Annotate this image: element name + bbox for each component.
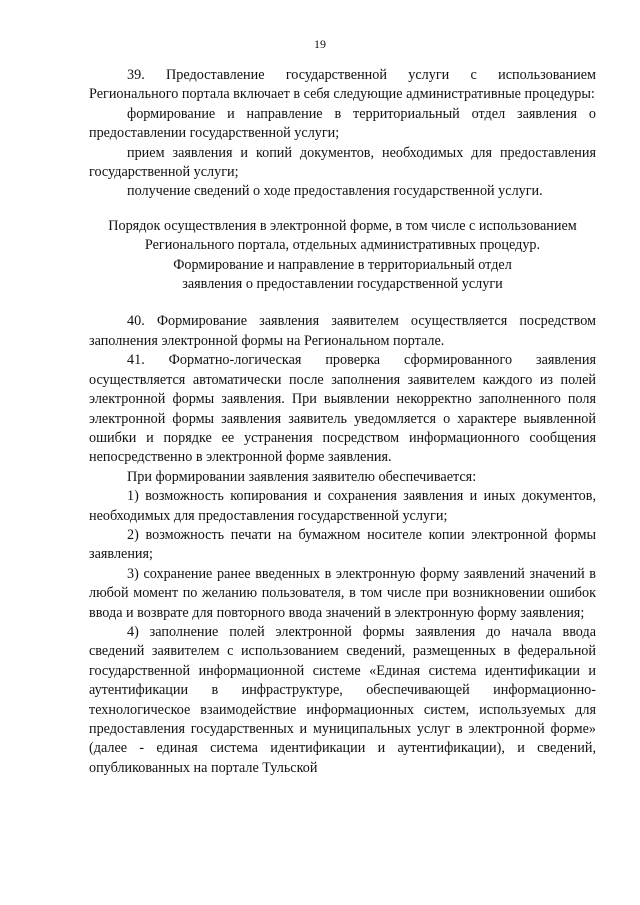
- paragraph-41: 41. Форматно-логическая проверка сформированного заявления осуществляется автоматически после заполнения заявителем каждого из полей электронной формы заявления. При выявлении некорректно заполненного поля электронной формы заявления заявитель уведомляется о характере выявленной ошибки и порядке ее устранения посредством информационного сообщения непосредственно в электронной форме заявления.: [89, 352, 596, 466]
- section-spacer-bottom: [89, 294, 596, 312]
- page-number: 19: [314, 37, 326, 51]
- section-heading-line-1: Порядок осуществления в электронной форме, в том числе с использованием: [108, 217, 577, 234]
- procedure-item-status: получение сведений о ходе предоставления государственной услуги.: [127, 183, 543, 200]
- provision-item-1: 1) возможность копирования и сохранения заявления и иных документов, необходимых для предоставления государственной услуги;: [89, 488, 596, 524]
- document-body: [89, 66, 596, 778]
- section-heading-line-3: Формирование и направление в территориальный отдел: [173, 256, 512, 273]
- provision-item-4: 4) заполнение полей электронной формы заявления до начала ввода сведений заявителем с использованием сведений, размещенных в федеральной государственной информационной системе «Единая система идентификации и аутентификации в инфраструктуре, обеспечивающей информационно-технологическое взаимодействие информационных систем, используемых для предоставления государственных и муниципальных услуг в электронной форме» (далее - единая система идентификации и аутентификации), и сведений, опубликованных на портале Тульской: [89, 623, 596, 776]
- section-heading-line-2: Регионального портала, отдельных административных процедур.: [144, 237, 541, 254]
- procedure-item-receiving: прием заявления и копий документов, необходимых для предоставления государственной услуги;: [89, 144, 596, 181]
- provision-item-3: 3) сохранение ранее введенных в электронную форму заявлений значений в любой момент по желанию пользователя, в том числе при возникновении ошибок ввода и возврате для повторного ввода значений в электронную форму заявления;: [89, 565, 596, 621]
- section-heading-line-4: заявления о предоставлении государственной услуги: [182, 276, 503, 293]
- procedure-item-forming: формирование и направление в территориальный отдел заявления о предоставлении государственной услуги;: [89, 105, 596, 142]
- paragraph-40: 40. Формирование заявления заявителем осуществляется посредством заполнения электронной формы на Региональном портале.: [89, 313, 596, 349]
- paragraph-provisions-intro: При формировании заявления заявителю обеспечивается:: [127, 468, 477, 485]
- provision-item-2: 2) возможность печати на бумажном носителе копии электронной формы заявления;: [89, 526, 596, 563]
- section-spacer-top: [89, 202, 596, 217]
- paragraph-39-intro: 39. Предоставление государственной услуги с использованием Регионального портала включает в себя следующие административные процедуры:: [89, 67, 596, 103]
